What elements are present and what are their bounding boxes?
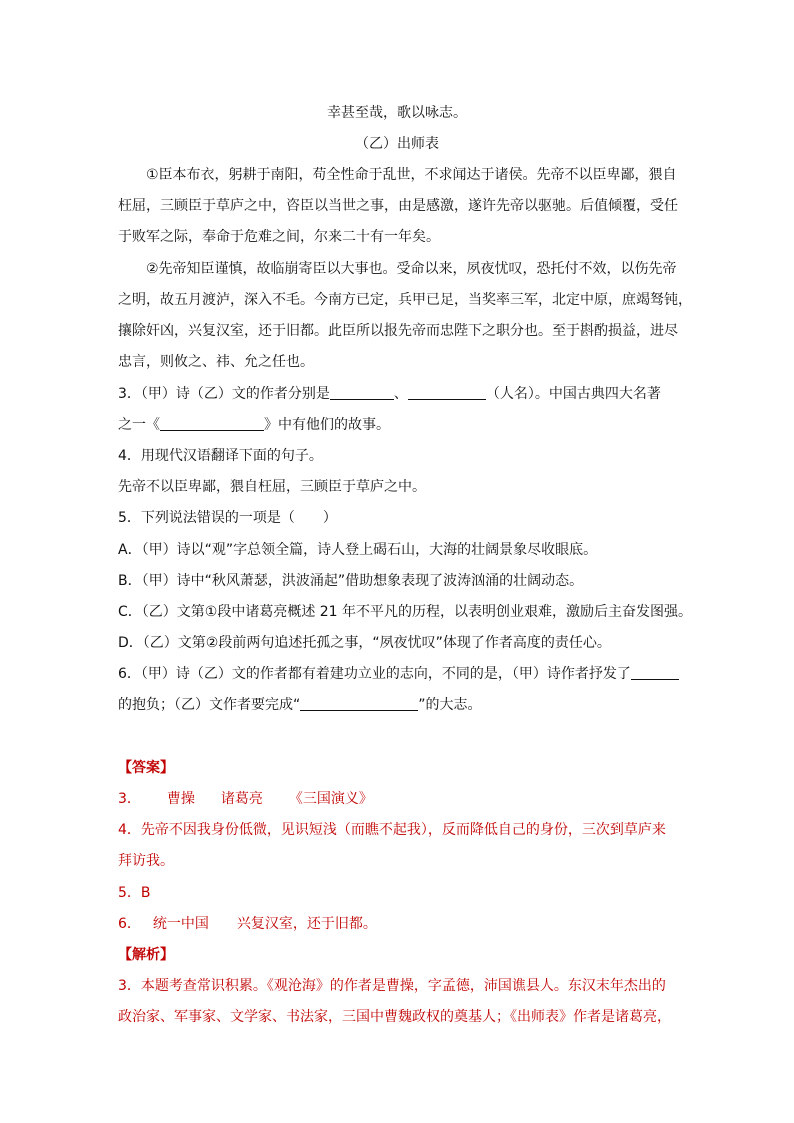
para2-line-2: 之明，故五月渡泸，深入不毛。今南方已定，兵甲已足，当奖率三军，北定中原，庶竭驽钝， (118, 292, 692, 308)
analysis-heading: 【解析】 (118, 947, 174, 963)
q3-text-d: 》中有他们的故事。 (264, 417, 390, 433)
q5-option-a: A．（甲）诗以“观”字总领全篇，诗人登上碣石山，大海的壮阔景象尽收眼底。 (118, 542, 598, 558)
q5-option-c: C．（乙）文第①段中诸葛亮概述 21 年不平凡的历程，以表明创业艰难，激励后主奋发图强。 (118, 604, 693, 620)
q3-text-b: （人名）。中国古典四大名著 (485, 386, 661, 402)
para1-line-1: ①臣本布衣，躬耕于南阳，苟全性命于乱世，不求闻达于诸侯。先帝不以臣卑鄙，猥自 (146, 167, 677, 183)
answer-5: 5．B (118, 885, 151, 901)
q6-text-a: 6．（甲）诗（乙）文的作者都有着建功立业的志向，不同的是，（甲）诗作者抒发了 (118, 666, 631, 682)
answer-3-author-2: 诸葛亮 (220, 791, 263, 807)
para2-line-1: ②先帝知臣谨慎，故临崩寄臣以大事也。受命以来，夙夜忧叹，恐托付不效，以伤先帝 (146, 261, 677, 277)
q3-text-c: 之一《 (118, 417, 160, 433)
q3-line-1 (118, 384, 661, 404)
answer-3 (118, 789, 373, 809)
answer-6-part-2: 兴复汉室，还于旧都。 (236, 916, 377, 932)
q4-prompt: 4．用现代汉语翻译下面的句子。 (118, 448, 323, 464)
q6-blank-2 (300, 696, 418, 711)
passage-b-title: （乙）出师表 (355, 136, 439, 152)
answer-6-part-1: 统一中国 (152, 916, 209, 932)
answer-heading: 【答案】 (118, 760, 174, 776)
q5-option-b: B．（甲）诗中“秋风萧瑟，洪波涌起”借助想象表现了波涛汹涌的壮阔动态。 (118, 573, 584, 589)
answer-3-novel: 《三国演义》 (288, 791, 373, 807)
poem-last-line: 幸甚至哉，歌以咏志。 (327, 105, 467, 121)
q6-text-b: 的抱负；（乙）文作者要完成“ (118, 697, 301, 713)
answer-4-line-1: 4．先帝不因我身份低微，见识短浅（而瞧不起我），反而降低自己的身份，三次到草庐来 (118, 822, 666, 838)
q5-option-d: D．（乙）文第②段前两句追述托孤之事，“夙夜忧叹”体现了作者高度的责任心。 (118, 635, 611, 651)
q3-blank-2 (408, 385, 486, 400)
q6-line-1 (118, 664, 679, 684)
q3-separator: 、 (393, 386, 408, 402)
analysis-line-2: 政治家、军事家、文学家、书法家，三国中曹魏政权的奠基人；《出师表》作者是诸葛亮， (118, 1009, 671, 1025)
q5-prompt: 5．下列说法错误的一项是（ ） (118, 510, 337, 526)
answer-3-author-1: 曹操 (166, 791, 195, 807)
answer-6 (118, 914, 377, 934)
analysis-line-1: 3．本题考查常识积累。《观沧海》的作者是曹操，字孟德，沛国谯县人。东汉末年杰出的 (118, 978, 666, 994)
q6-blank-1 (631, 665, 679, 680)
answer-6-num: 6． (118, 916, 141, 932)
q3-line-2 (118, 415, 390, 435)
answer-3-num: 3． (118, 791, 141, 807)
q3-blank-3 (160, 416, 264, 431)
para2-line-4: 忠言，则攸之、祎、允之任也。 (118, 354, 314, 370)
para1-line-2: 枉屈，三顾臣于草庐之中，咨臣以当世之事，由是感激，遂许先帝以驱驰。后值倾覆，受任 (118, 198, 678, 214)
q3-text-a: 3．（甲）诗（乙）文的作者分别是 (118, 386, 330, 402)
q4-sentence: 先帝不以臣卑鄙，猥自枉屈，三顾臣于草庐之中。 (118, 479, 426, 495)
q6-line-2 (118, 695, 482, 715)
q6-text-c: ”的大志。 (418, 697, 482, 713)
para1-line-3: 于败军之际，奉命于危难之间，尔来二十有一年矣。 (118, 229, 440, 245)
para2-line-3: 攘除奸凶，兴复汉室，还于旧都。此臣所以报先帝而忠陛下之职分也。至于斟酌损益，进尽 (118, 323, 678, 339)
q3-blank-1 (330, 385, 394, 400)
answer-4-line-2: 拜访我。 (118, 853, 174, 869)
